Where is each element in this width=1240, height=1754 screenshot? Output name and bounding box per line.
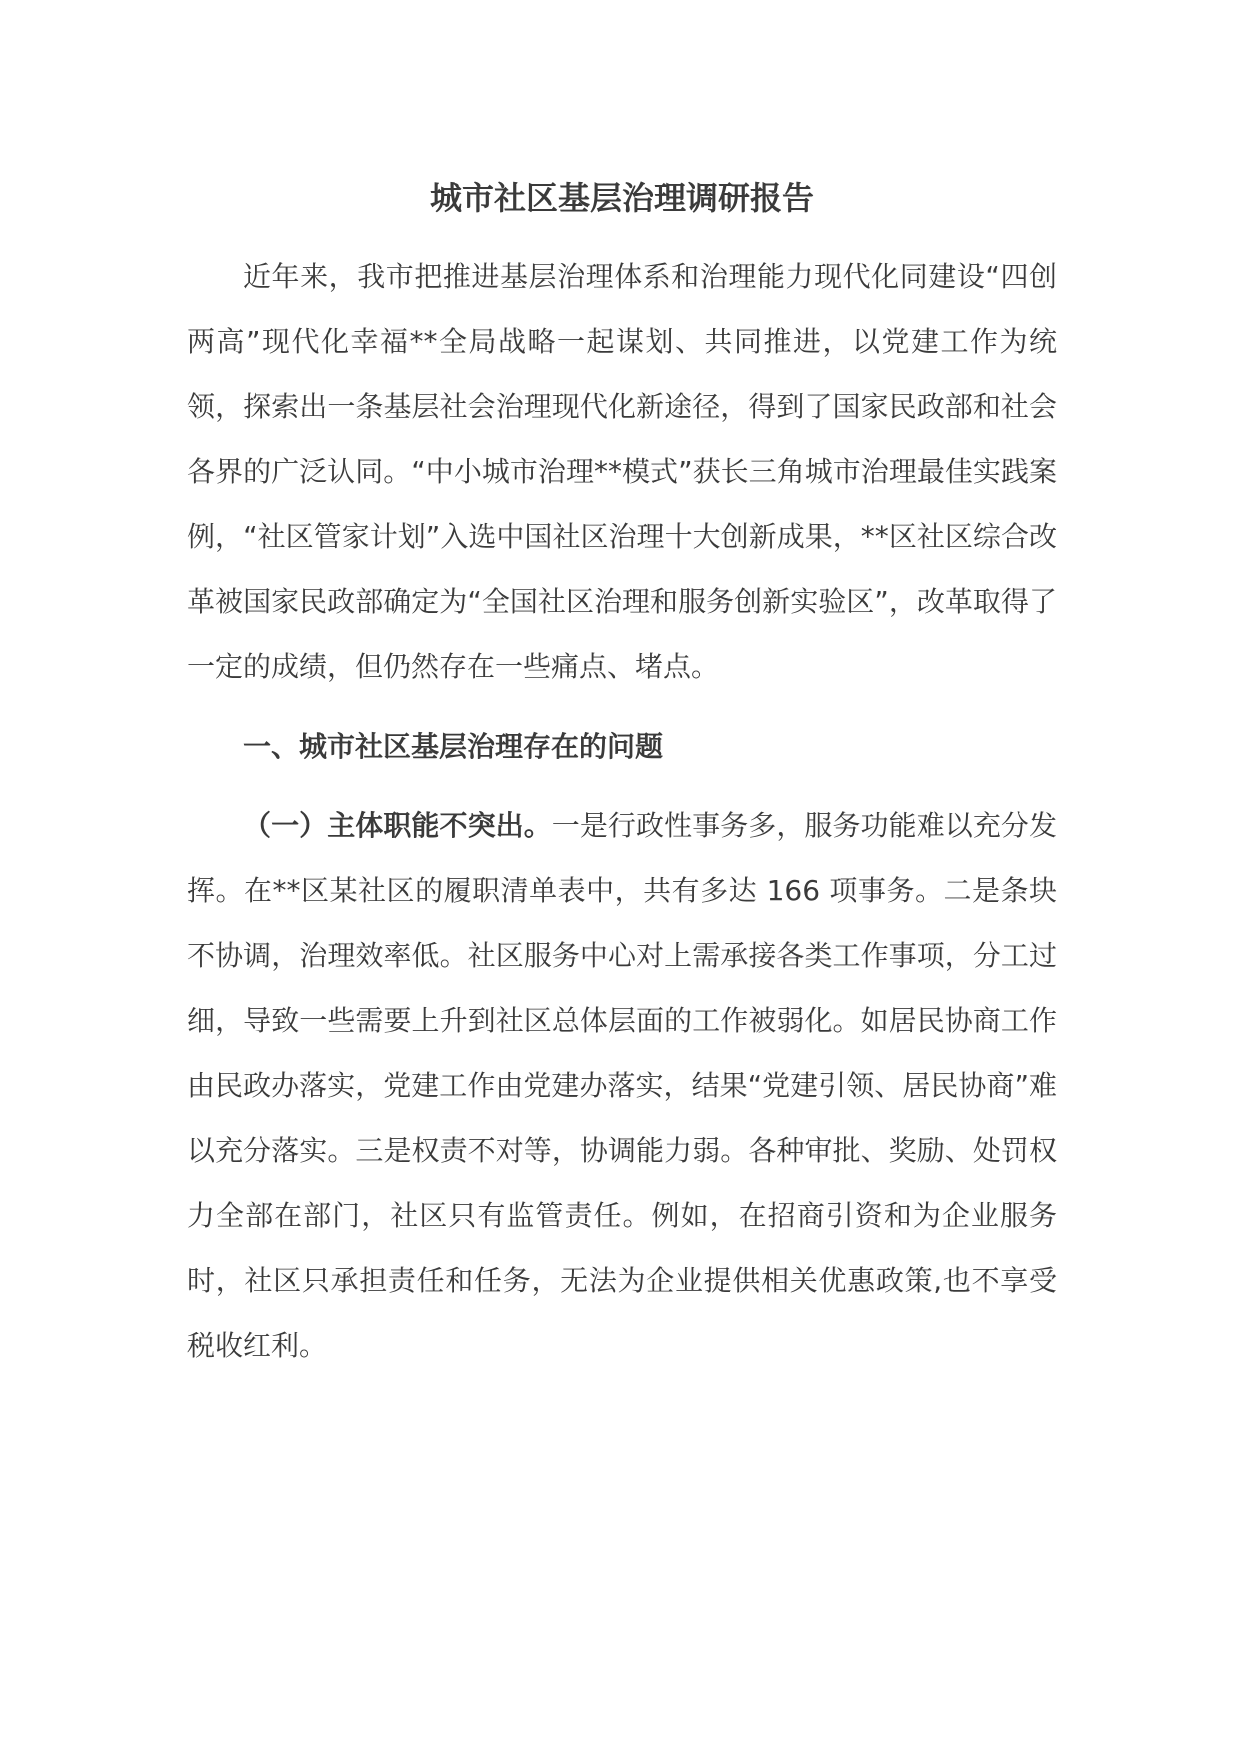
point-one-lead: （一）主体职能不突出。 [243, 809, 552, 842]
intro-paragraph: 近年来，我市把推进基层治理体系和治理能力现代化同建设“四创两高”现代化幸福**全局战略一起谋划、共同推进，以党建工作为统领，探索出一条基层社会治理现代化新途径，得到了国家民政部和社会各界的广泛认同。“中小城市治理**模式”获长三角城市治理最佳实践案例，“社区管家计划”入选中国社区治理十大创新成果，**区社区综合改革被国家民政部确定为“全国社区治理和服务创新实验区”，改革取得了一定的成绩，但仍然存在一些痛点、堵点。 [187, 260, 1057, 683]
point-one-paragraph [187, 793, 1057, 1378]
document-page [187, 170, 1057, 1378]
document-title: 城市社区基层治理调研报告 [429, 179, 814, 217]
point-one-body: 一是行政性事务多，服务功能难以充分发挥。在**区某社区的履职清单表中，共有多达 166 项事务。二是条块不协调，治理效率低。社区服务中心对上需承接各类工作事项，分工过细，导致一些需要上升到社区总体层面的工作被弱化。如居民协商工作由民政办落实，党建工作由党建办落实，结果“党建引领、居民协商”难以充分落实。三是权责不对等，协调能力弱。各种审批、奖励、处罚权力全部在部门，社区只有监管责任。例如，在招商引资和为企业服务时，社区只承担责任和任务，无法为企业提供相关优惠政策,也不享受税收红利。 [187, 809, 1057, 1362]
section-heading-problems: 一、城市社区基层治理存在的问题 [243, 730, 664, 763]
